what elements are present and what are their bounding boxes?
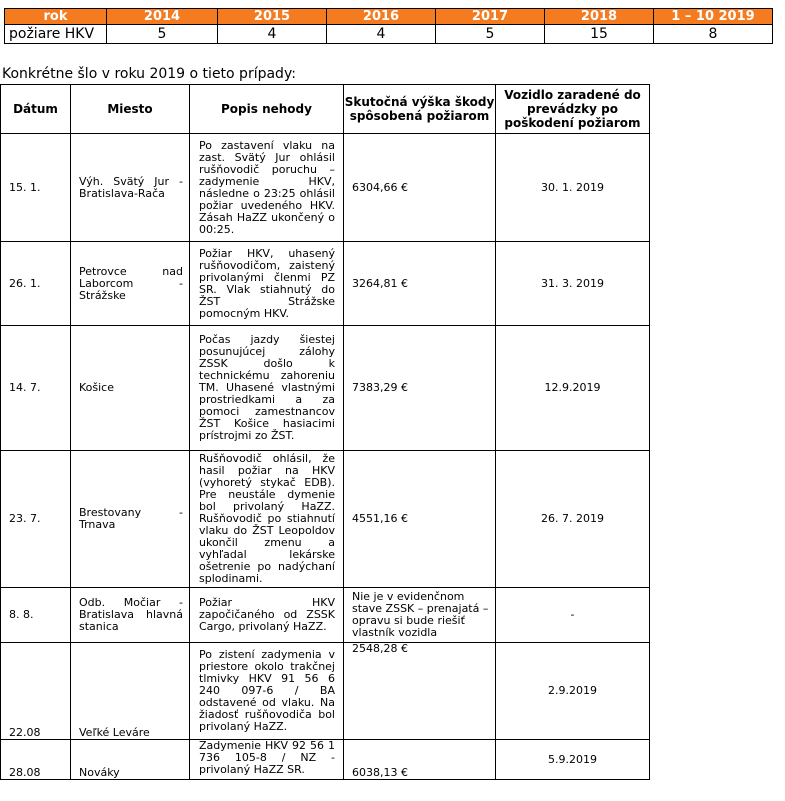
incident-date: 26. 1. bbox=[1, 242, 71, 326]
summary-header-cell: 1 – 10 2019 bbox=[654, 9, 773, 25]
incident-row bbox=[1, 134, 650, 242]
incident-vehicle-date: 26. 7. 2019 bbox=[496, 451, 650, 588]
incident-damage: 4551,16 € bbox=[344, 451, 496, 588]
incident-place: Košice bbox=[71, 326, 190, 451]
incident-date: 8. 8. bbox=[1, 588, 71, 643]
incidents-table bbox=[0, 84, 650, 780]
incident-date: 14. 7. bbox=[1, 326, 71, 451]
incident-date: 22.08 bbox=[1, 643, 71, 740]
incident-row bbox=[1, 451, 650, 588]
incident-row bbox=[1, 326, 650, 451]
incident-date: 15. 1. bbox=[1, 134, 71, 242]
fires-summary-table bbox=[4, 8, 773, 44]
summary-value: 5 bbox=[107, 25, 218, 44]
incident-row bbox=[1, 588, 650, 643]
incident-damage: 3264,81 € bbox=[344, 242, 496, 326]
incident-vehicle-date: 30. 1. 2019 bbox=[496, 134, 650, 242]
summary-header-cell: 2014 bbox=[107, 9, 218, 25]
summary-data-row bbox=[5, 25, 773, 44]
incident-damage: 6304,66 € bbox=[344, 134, 496, 242]
incident-damage: 7383,29 € bbox=[344, 326, 496, 451]
incident-description: Rušňovodič ohlásil, že hasil požiar na HKV (vyhoretý stykač EDB). Pre neustále dymenie bol privolaný HaZZ. Rušňovodič po stiahnutí vlaku do ŽST Leopoldov ukončil zmenu a vyhľadal lekárske ošetrenie po nadýchaní splodinami. bbox=[190, 451, 344, 588]
incident-place: Výh. Svätý Jur - Bratislava-Rača bbox=[71, 134, 190, 242]
incident-damage: 6038,13 € bbox=[344, 740, 496, 780]
incident-description: Po zistení zadymenia v priestore okolo trakčnej tlmivky HKV 91 56 6 240 097-6 / BA odstavené od vlaku. Na žiadosť rušňovodiča bol privolaný HaZZ. bbox=[190, 643, 344, 740]
summary-header-row bbox=[5, 9, 773, 25]
summary-value: 4 bbox=[218, 25, 327, 44]
summary-header-cell: 2015 bbox=[218, 9, 327, 25]
incident-place: Brestovany - Trnava bbox=[71, 451, 190, 588]
summary-header-cell: 2017 bbox=[436, 9, 545, 25]
incident-description: Po zastavení vlaku na zast. Svätý Jur ohlásil rušňovodič poruchu – zadymenie HKV, následne o 23:25 ohlásil požiar uvedeného HKV. Zásah HaZZ ukončený o 00:25. bbox=[190, 134, 344, 242]
incident-row bbox=[1, 643, 650, 740]
incident-description: Požiar HKV, uhasený rušňovodičom, zaistený privolanými členmi PZ SR. Vlak stiahnutý do ŽST Strážske pomocným HKV. bbox=[190, 242, 344, 326]
summary-header-cell: 2016 bbox=[327, 9, 436, 25]
incident-vehicle-date: 12.9.2019 bbox=[496, 326, 650, 451]
header-date: Dátum bbox=[1, 85, 71, 134]
incident-description: Požiar HKV započičaného od ZSSK Cargo, privolaný HaZZ. bbox=[190, 588, 344, 643]
incident-date: 23. 7. bbox=[1, 451, 71, 588]
incident-description: Počas jazdy šiestej posunujúcej zálohy ZSSK došlo k technickému zahoreniu TM. Uhasené vlastnými prostriedkami a za pomoci zamestnancov ŽST Košice hasiacimi prístrojmi zo ŽST. bbox=[190, 326, 344, 451]
summary-header-cell: 2018 bbox=[545, 9, 654, 25]
incident-damage: Nie je v evidenčnom stave ZSSK – prenajatá – opravu si bude riešiť vlastník vozidla bbox=[344, 588, 496, 643]
summary-header-cell: rok bbox=[5, 9, 107, 25]
incident-place: Odb. Močiar - Bratislava hlavná stanica bbox=[71, 588, 190, 643]
intro-text: Konkrétne šlo v roku 2019 o tieto prípady: bbox=[2, 66, 296, 82]
incident-place: Nováky bbox=[71, 740, 190, 780]
incident-vehicle-date: 2.9.2019 bbox=[496, 643, 650, 740]
incident-row bbox=[1, 740, 650, 780]
incident-vehicle-date: 5.9.2019 bbox=[496, 740, 650, 780]
header-vehicle-returned: Vozidlo zaradené do prevádzky po poškodení požiarom bbox=[496, 85, 650, 134]
summary-value: 15 bbox=[545, 25, 654, 44]
summary-value: 8 bbox=[654, 25, 773, 44]
incident-vehicle-date: - bbox=[496, 588, 650, 643]
summary-value: 5 bbox=[436, 25, 545, 44]
incidents-header-row bbox=[1, 85, 650, 134]
incident-place: Petrovce nad Laborcom - Strážske bbox=[71, 242, 190, 326]
incident-description: Zadymenie HKV 92 56 1 736 105-8 / NZ - privolaný HaZZ SR. bbox=[190, 740, 344, 780]
summary-row-label: požiare HKV bbox=[5, 25, 107, 44]
header-damage: Skutočná výška škody spôsobená požiarom bbox=[344, 85, 496, 134]
incident-place: Veľké Leváre bbox=[71, 643, 190, 740]
incident-damage: 2548,28 € bbox=[344, 643, 496, 740]
header-place: Miesto bbox=[71, 85, 190, 134]
summary-value: 4 bbox=[327, 25, 436, 44]
incident-row bbox=[1, 242, 650, 326]
header-description: Popis nehody bbox=[190, 85, 344, 134]
incident-vehicle-date: 31. 3. 2019 bbox=[496, 242, 650, 326]
incident-date: 28.08 bbox=[1, 740, 71, 780]
